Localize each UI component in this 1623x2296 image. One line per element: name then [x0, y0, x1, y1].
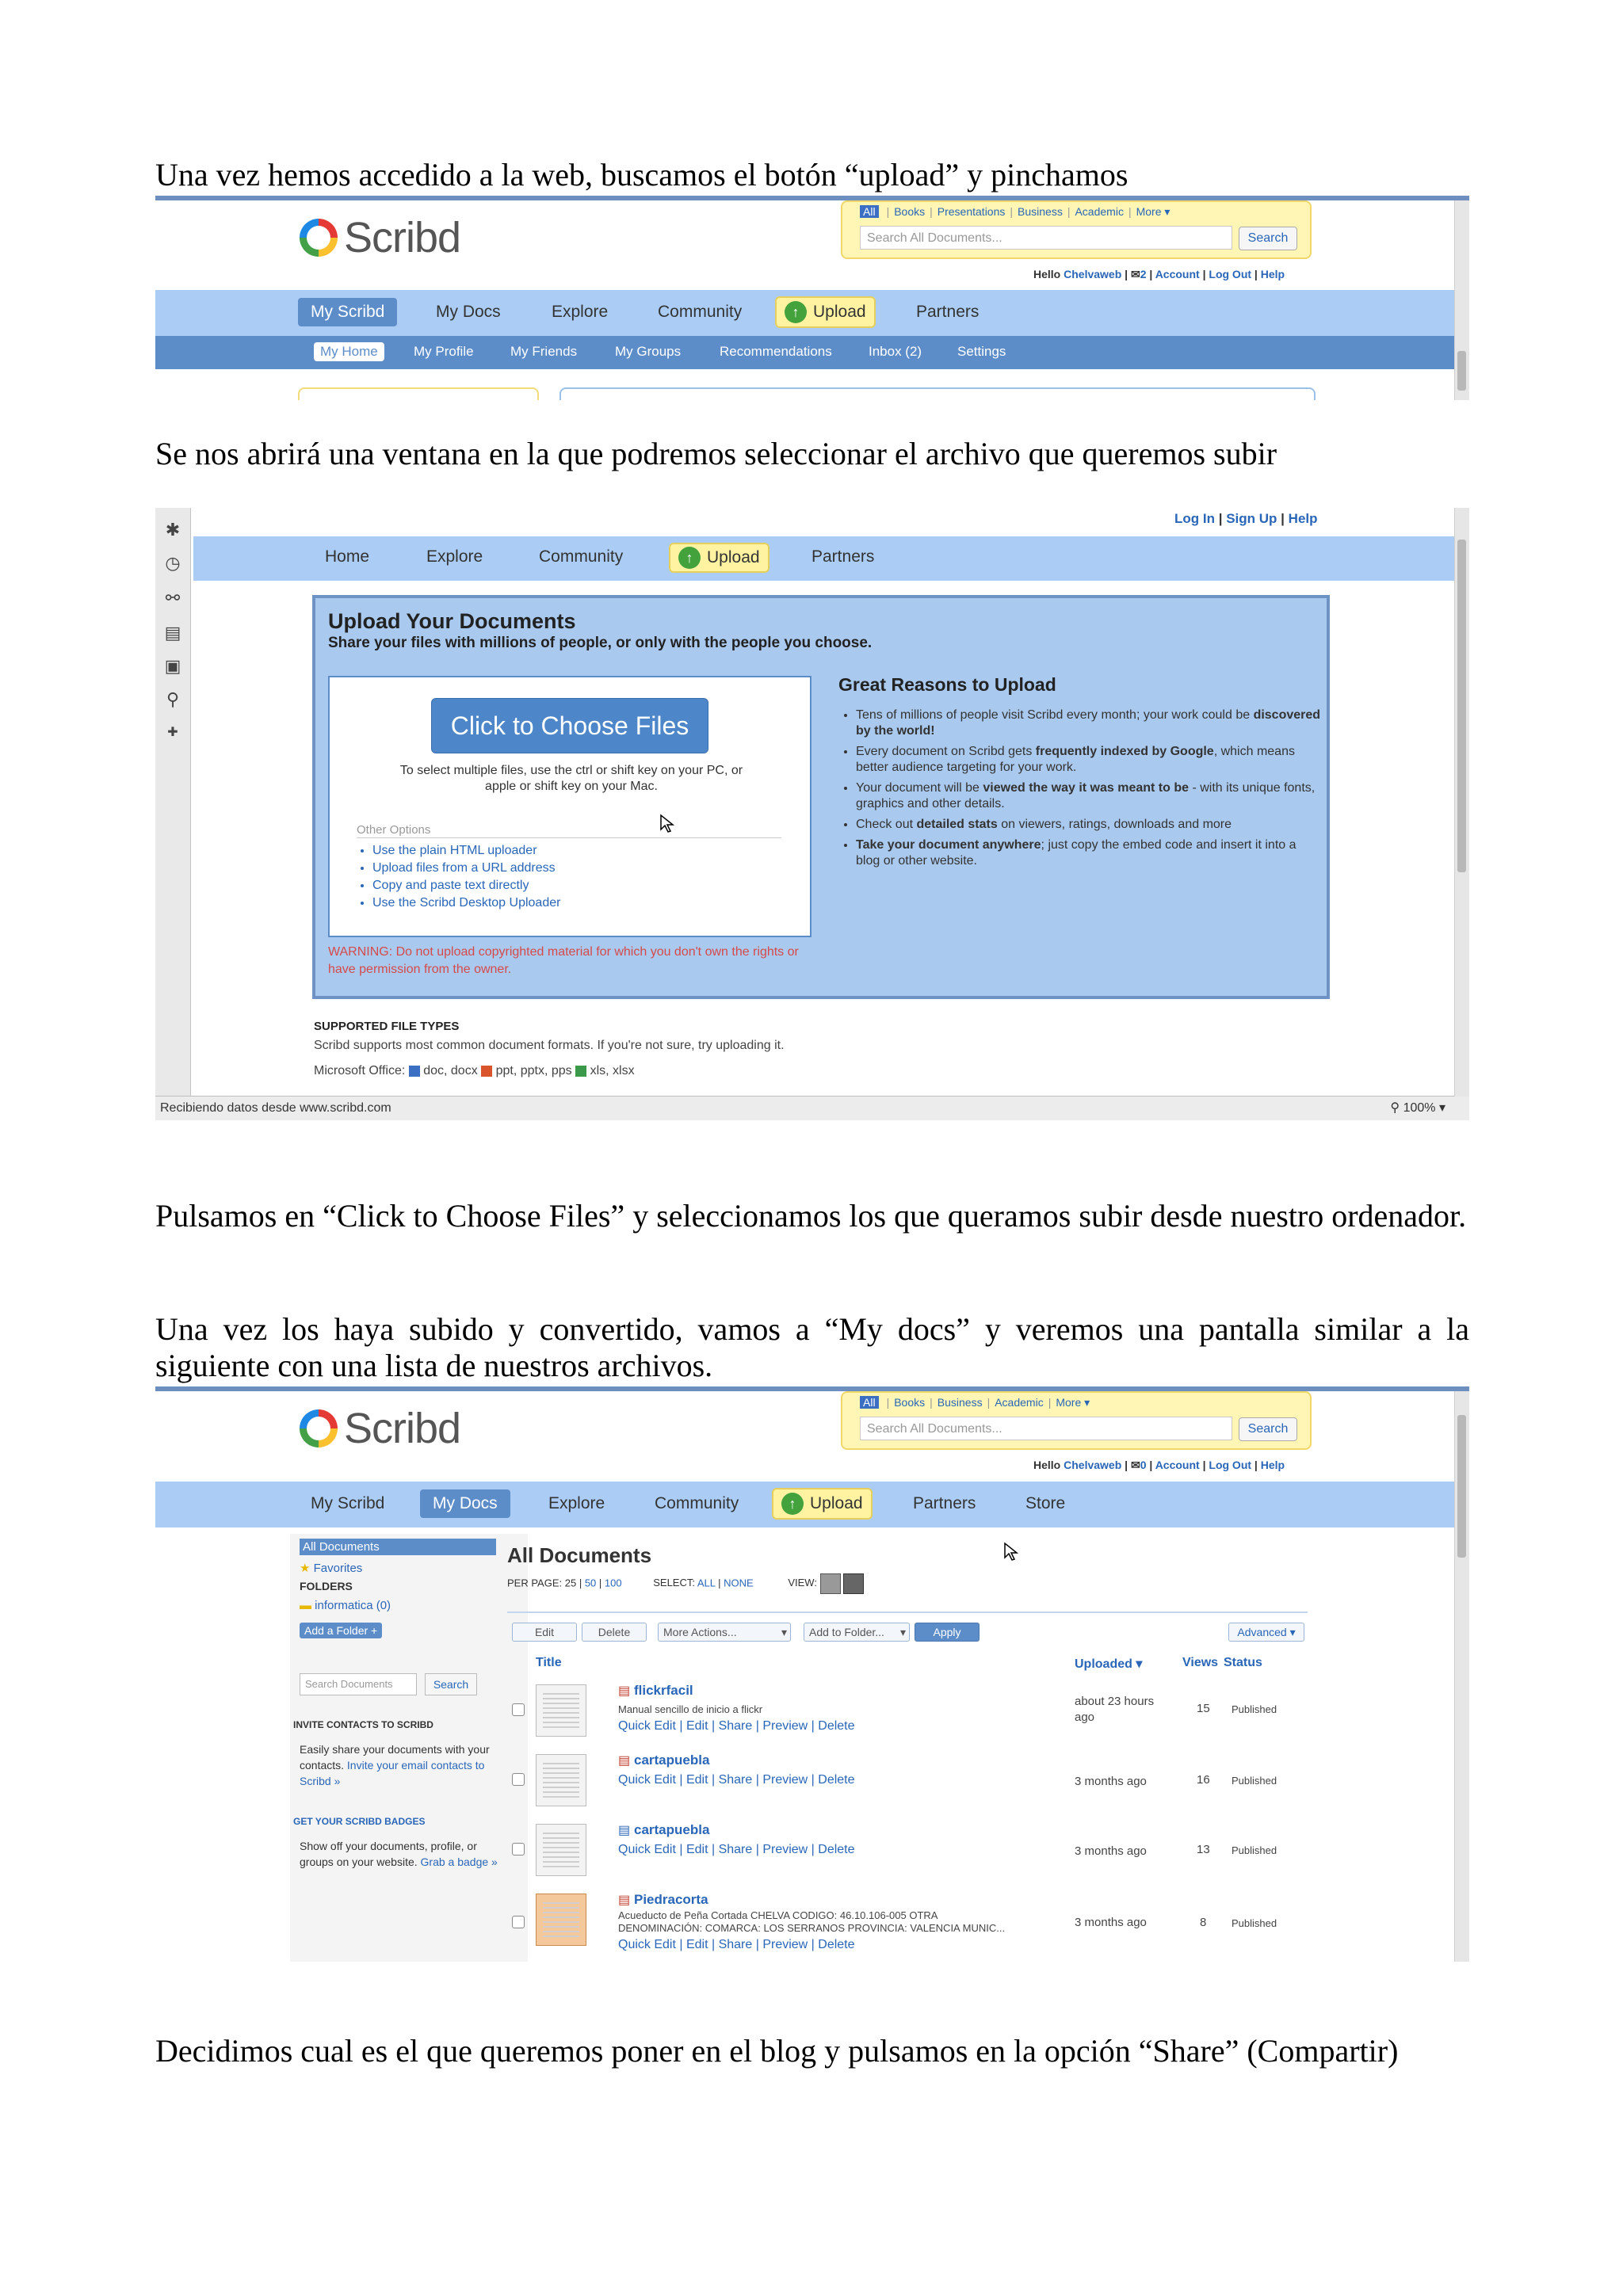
- reasons-title: Great Reasons to Upload: [838, 674, 1056, 695]
- login-link[interactable]: Log In: [1174, 511, 1215, 526]
- paragraph-4: Una vez los haya subido y convertido, vamos a “My docs” y veremos una pantalla similar a la siguiente con una lista de nuestros archivos.: [155, 1311, 1469, 1383]
- nav-partners[interactable]: Partners: [916, 303, 980, 321]
- sub-nav: [155, 336, 1469, 369]
- doc-status: Published: [1232, 1703, 1277, 1715]
- doc-description: Acueducto de Peña Cortada CHELVA CODIGO: 46.10.106-005 OTRA: [618, 1909, 938, 1921]
- col-title[interactable]: Title: [536, 1656, 562, 1669]
- word-icon: ▤: [618, 1824, 631, 1837]
- view-list-icon[interactable]: [843, 1573, 864, 1594]
- upload-dialog: [312, 595, 1330, 999]
- doc-views: 16: [1197, 1773, 1210, 1787]
- badges-title: GET YOUR SCRIBD BADGES: [293, 1816, 426, 1827]
- screenshot-upload-button: [155, 196, 1469, 400]
- subnav-recommendations[interactable]: Recommendations: [720, 344, 832, 359]
- upload-button[interactable]: ↑ Upload: [772, 1488, 873, 1520]
- nav-my-docs[interactable]: My Docs: [420, 1489, 510, 1518]
- dialog-subtitle: Share your files with millions of people, or only with the people you choose.: [328, 635, 873, 651]
- upload-arrow-icon: ↑: [785, 301, 807, 323]
- pages-icon[interactable]: ▤: [164, 623, 181, 643]
- choose-files-box: [328, 676, 812, 937]
- mail-icon: ✉: [1130, 1459, 1140, 1471]
- nav-community[interactable]: Community: [658, 303, 743, 321]
- nav-explore[interactable]: Explore: [548, 1494, 605, 1512]
- more-actions-select[interactable]: More Actions... ▾: [658, 1623, 791, 1642]
- scribd-logo[interactable]: Scribd: [300, 213, 460, 262]
- link-icon[interactable]: ⚯: [165, 588, 181, 608]
- table-row: [507, 1819, 1311, 1889]
- search-input[interactable]: Search All Documents...: [860, 226, 1232, 250]
- docs-main: [507, 1534, 1311, 1962]
- reason-item: • Check out detailed stats on viewers, ratings, downloads and more: [856, 817, 1323, 833]
- content-edge-left: [298, 387, 539, 400]
- invite-text: Easily share your documents with your contacts. Invite your email contacts to Scribd »: [300, 1743, 490, 1787]
- chevron-down-icon: ▾: [899, 1626, 906, 1638]
- advanced-select[interactable]: Advanced ▾: [1228, 1623, 1304, 1642]
- table-row: [507, 1749, 1311, 1819]
- search-button[interactable]: Search: [1239, 227, 1297, 250]
- col-uploaded[interactable]: Uploaded ▾: [1075, 1657, 1143, 1671]
- pdf-icon: ▤: [618, 1754, 631, 1768]
- subnav-my-groups[interactable]: My Groups: [615, 344, 682, 359]
- view-thumbnails-icon[interactable]: [820, 1573, 841, 1594]
- sidebar-search-input[interactable]: Search Documents: [300, 1673, 417, 1695]
- delete-button[interactable]: Delete: [582, 1623, 647, 1642]
- upload-arrow-icon: ↑: [781, 1493, 804, 1515]
- doc-status: Published: [1232, 1917, 1277, 1929]
- help-link[interactable]: Help: [1288, 511, 1318, 526]
- per-page-25[interactable]: 25: [564, 1577, 577, 1589]
- table-row: [507, 1680, 1311, 1749]
- doc-status: Published: [1232, 1844, 1277, 1856]
- doc-status: Published: [1232, 1775, 1277, 1787]
- sidebar-favorites[interactable]: ★ Favorites: [300, 1562, 363, 1575]
- col-status[interactable]: Status: [1224, 1656, 1262, 1669]
- table-header: [507, 1651, 1308, 1675]
- signup-link[interactable]: Sign Up: [1226, 511, 1277, 526]
- supported-text: Scribd supports most common document formats. If you're not sure, try uploading it.: [314, 1039, 785, 1052]
- col-views[interactable]: Views: [1182, 1656, 1219, 1669]
- toolbar-divider: [507, 1611, 1308, 1613]
- doc-title-link[interactable]: cartapuebla: [634, 1822, 710, 1837]
- nav-store[interactable]: Store: [1025, 1494, 1066, 1512]
- row-checkbox[interactable]: [512, 1703, 525, 1716]
- search-input[interactable]: Search All Documents...: [860, 1417, 1232, 1440]
- word-icon: [409, 1066, 420, 1077]
- reason-item: • Tens of millions of people visit Scribd every month; your work could be discovered by the world!: [856, 707, 1323, 739]
- user-links: Hello Chelvaweb | ✉2 | Account | Log Out | Help: [1033, 268, 1285, 280]
- star-icon: ★: [300, 1562, 311, 1575]
- save-icon[interactable]: ▣: [164, 656, 181, 676]
- select-none[interactable]: NONE: [724, 1577, 754, 1589]
- select-all[interactable]: ALL: [697, 1577, 716, 1589]
- edit-button[interactable]: Edit: [512, 1623, 577, 1642]
- history-icon[interactable]: ◷: [165, 553, 181, 573]
- satellite-icon[interactable]: ✱: [165, 520, 181, 540]
- search-icon[interactable]: ⚲: [166, 689, 180, 709]
- nav-community[interactable]: Community: [539, 547, 624, 566]
- invite-title: INVITE CONTACTS TO SCRIBD: [293, 1719, 433, 1730]
- doc-uploaded: about 23 hours ago: [1075, 1695, 1155, 1724]
- doc-actions[interactable]: Quick Edit | Edit | Share | Preview | Delete: [618, 1938, 855, 1951]
- options-divider: [357, 837, 781, 838]
- nav-home[interactable]: Home: [325, 547, 370, 566]
- doc-thumbnail[interactable]: [536, 1684, 586, 1737]
- doc-uploaded: 3 months ago: [1075, 1775, 1147, 1788]
- nav-my-scribd[interactable]: My Scribd: [311, 1494, 385, 1512]
- search-filters[interactable]: All | Books | Presentations | Business | Academic | More ▾: [860, 205, 1170, 219]
- option-url-upload[interactable]: • Upload files from a URL address: [372, 860, 560, 877]
- mouse-cursor-icon: [659, 814, 675, 834]
- mail-icon: ✉: [1130, 268, 1140, 280]
- doc-description: Manual sencillo de inicio a flickr: [618, 1703, 763, 1715]
- scribd-logo[interactable]: Scribd: [300, 1404, 460, 1453]
- reasons-list: [838, 707, 1323, 874]
- subnav-my-profile[interactable]: My Profile: [414, 344, 474, 359]
- doc-actions[interactable]: Quick Edit | Edit | Share | Preview | Delete: [618, 1843, 855, 1856]
- doc-description-2: DENOMINACIÓN: COMARCA: LOS SERRANOS PROVINCIA: VALENCIA MUNIC...: [618, 1922, 1006, 1934]
- search-button[interactable]: Search: [1239, 1417, 1297, 1441]
- doc-title-link[interactable]: Piedracorta: [634, 1892, 708, 1907]
- nav-my-scribd[interactable]: My Scribd: [298, 298, 397, 326]
- paragraph-2: Se nos abrirá una ventana en la que podremos seleccionar el archivo que queremos subir: [155, 436, 1277, 471]
- docs-title: All Documents: [507, 1543, 652, 1567]
- doc-views: 15: [1197, 1702, 1210, 1715]
- row-checkbox[interactable]: [512, 1773, 525, 1786]
- doc-thumbnail[interactable]: [536, 1894, 586, 1946]
- choose-files-button[interactable]: Click to Choose Files: [431, 698, 708, 753]
- sidebar-all-documents[interactable]: All Documents: [300, 1539, 496, 1555]
- sidebar-search-button[interactable]: Search: [425, 1673, 477, 1695]
- sidebar-folder[interactable]: ▬ informatica (0): [300, 1599, 391, 1612]
- paragraph-5: Decidimos cual es el que queremos poner en el blog y pulsamos en la opción “Share” (Compartir): [155, 2033, 1399, 2069]
- add-to-folder-select[interactable]: Add to Folder... ▾: [804, 1623, 910, 1642]
- nav-partners[interactable]: Partners: [913, 1494, 976, 1512]
- scrollbar[interactable]: [1454, 1391, 1469, 1962]
- folder-icon: ▬: [300, 1599, 311, 1612]
- doc-thumbnail[interactable]: [536, 1824, 586, 1876]
- choose-hint: To select multiple files, use the ctrl or shift key on your PC, or apple or shift key on your Mac.: [399, 764, 743, 793]
- mouse-cursor-icon: [1003, 1542, 1019, 1562]
- scribd-logo-icon: [300, 219, 338, 257]
- nav-partners[interactable]: Partners: [812, 547, 875, 566]
- upload-arrow-icon: ↑: [678, 547, 701, 569]
- main-nav: [155, 290, 1469, 336]
- scrollbar[interactable]: [1454, 200, 1469, 400]
- doc-actions[interactable]: Quick Edit | Edit | Share | Preview | Delete: [618, 1719, 855, 1733]
- screenshot-upload-dialog: [155, 508, 1469, 1120]
- upload-button[interactable]: ↑ Upload: [775, 296, 876, 328]
- zoom-icon: ⚲: [1390, 1101, 1400, 1115]
- subnav-settings[interactable]: Settings: [957, 344, 1006, 359]
- browser-sidebar: [155, 508, 191, 1120]
- reason-item: • Your document will be viewed the way it was meant to be - with its unique fonts, graphics and other details.: [856, 780, 1323, 812]
- paragraph-3: Pulsamos en “Click to Choose Files” y seleccionamos los que queramos subir desde nuestro ordenador.: [155, 1198, 1467, 1234]
- per-page-100[interactable]: 100: [604, 1577, 622, 1589]
- row-checkbox[interactable]: [512, 1916, 525, 1928]
- user-links: Hello Chelvaweb | ✉0 | Account | Log Out | Help: [1033, 1459, 1285, 1471]
- auth-links: Log In | Sign Up | Help: [1174, 511, 1318, 526]
- folders-title: FOLDERS: [300, 1580, 353, 1592]
- apply-button[interactable]: Apply: [915, 1623, 980, 1642]
- paragraph-1: Una vez hemos accedido a la web, buscamos el botón “upload” y pinchamos: [155, 157, 1128, 193]
- nav-my-docs[interactable]: My Docs: [436, 303, 501, 321]
- nav-explore[interactable]: Explore: [426, 547, 483, 566]
- docs-controls: PER PAGE: 25 | 50 | 100 SELECT: ALL | NONE VIEW:: [507, 1573, 864, 1594]
- other-options-title: Other Options: [357, 823, 431, 837]
- doc-title-link[interactable]: flickrfacil: [634, 1683, 693, 1698]
- option-html-uploader[interactable]: • Use the plain HTML uploader: [372, 842, 560, 860]
- copyright-warning: WARNING: Do not upload copyrighted material for which you don't own the rights or have permission from the owner.: [328, 945, 799, 976]
- docs-sidebar: [290, 1534, 528, 1962]
- zoom-control[interactable]: ⚲ 100% ▾: [1390, 1101, 1445, 1115]
- subnav-my-home[interactable]: My Home: [314, 342, 384, 361]
- reason-item: • Take your document anywhere; just copy the embed code and insert it into a blog or other website.: [856, 837, 1323, 869]
- upload-button[interactable]: ↑ Upload: [669, 543, 769, 573]
- office-formats: Microsoft Office: doc, docx ppt, pptx, pps xls, xlsx: [314, 1064, 635, 1077]
- doc-thumbnail[interactable]: [536, 1754, 586, 1806]
- status-text: Recibiendo datos desde www.scribd.com: [160, 1101, 391, 1115]
- subnav-inbox[interactable]: Inbox (2): [869, 344, 922, 359]
- main-nav: [193, 536, 1469, 581]
- pdf-icon: ▤: [618, 1894, 631, 1907]
- doc-uploaded: 3 months ago: [1075, 1916, 1147, 1929]
- screenshot-my-docs: [155, 1386, 1469, 1962]
- pdf-icon: ▤: [618, 1684, 631, 1698]
- supported-title: SUPPORTED FILE TYPES: [314, 1020, 460, 1033]
- browser-statusbar: [155, 1096, 1469, 1120]
- doc-views: 8: [1200, 1916, 1207, 1929]
- table-row: [507, 1889, 1311, 1958]
- search-box: [841, 1391, 1312, 1450]
- scribd-logo-icon: [300, 1409, 338, 1447]
- add-icon[interactable]: ✚: [167, 726, 178, 739]
- powerpoint-icon: [481, 1066, 492, 1077]
- excel-icon: [575, 1066, 586, 1077]
- badges-text: Show off your documents, profile, or groups on your website. Grab a badge »: [300, 1840, 498, 1868]
- main-nav: [155, 1482, 1469, 1527]
- nav-community[interactable]: Community: [655, 1494, 739, 1512]
- add-folder-button[interactable]: Add a Folder +: [300, 1623, 382, 1638]
- doc-actions[interactable]: Quick Edit | Edit | Share | Preview | Delete: [618, 1773, 855, 1787]
- invite-link[interactable]: Invite your email contacts to Scribd »: [300, 1759, 485, 1787]
- per-page-50[interactable]: 50: [584, 1577, 597, 1589]
- scrollbar[interactable]: [1454, 508, 1469, 1097]
- dialog-title: Upload Your Documents: [328, 609, 576, 633]
- doc-uploaded: 3 months ago: [1075, 1844, 1147, 1858]
- other-options-list: [357, 842, 560, 912]
- doc-title-link[interactable]: cartapuebla: [634, 1753, 710, 1768]
- row-checkbox[interactable]: [512, 1843, 525, 1855]
- option-desktop-uploader[interactable]: • Use the Scribd Desktop Uploader: [372, 894, 560, 912]
- badges-link[interactable]: Grab a badge »: [420, 1855, 498, 1868]
- doc-views: 13: [1197, 1843, 1210, 1856]
- option-paste-text[interactable]: • Copy and paste text directly: [372, 877, 560, 894]
- chevron-down-icon: ▾: [781, 1626, 787, 1638]
- search-filters[interactable]: All | Books | Business | Academic | More ▾: [860, 1396, 1090, 1409]
- subnav-my-friends[interactable]: My Friends: [510, 344, 578, 359]
- nav-explore[interactable]: Explore: [552, 303, 609, 321]
- reason-item: • Every document on Scribd gets frequently indexed by Google, which means better audience targeting for your work.: [856, 744, 1323, 776]
- content-edge-right: [559, 387, 1316, 400]
- search-box: [841, 200, 1312, 259]
